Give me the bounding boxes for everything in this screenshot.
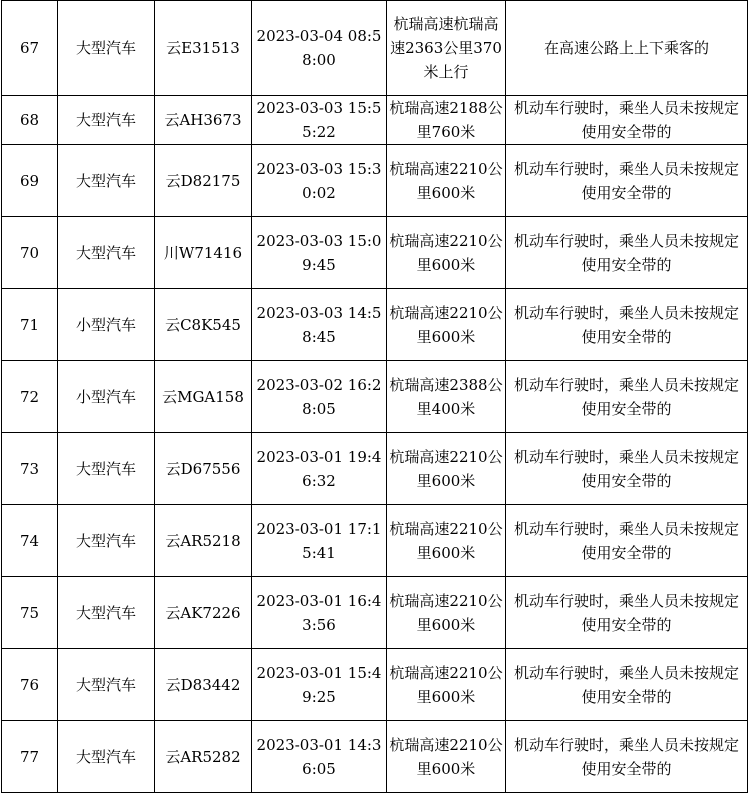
location-cell-text: 杭瑞高速2210公里600米	[389, 231, 503, 274]
datetime-cell	[252, 433, 387, 505]
location-cell	[387, 96, 506, 145]
table-row	[2, 96, 748, 145]
datetime-cell	[252, 217, 387, 289]
plate-number-cell-text: 云D83442	[165, 675, 241, 694]
vehicle-type-cell-text: 大型汽车	[75, 675, 136, 694]
vehicle-type-cell-text: 大型汽车	[75, 603, 136, 622]
row-number-cell-text: 75	[19, 603, 40, 622]
vehicle-type-cell-text: 大型汽车	[75, 243, 136, 262]
plate-number-cell	[155, 96, 252, 145]
datetime-cell-text: 2023-03-03 15:55:22	[256, 99, 382, 141]
row-number-cell	[2, 96, 58, 145]
vehicle-type-cell-text: 小型汽车	[75, 315, 136, 334]
violation-cell	[506, 505, 748, 577]
violation-cell-text: 机动车行驶时，乘坐人员未按规定使用安全带的	[513, 375, 739, 418]
table-row	[2, 433, 748, 505]
table-row	[2, 721, 748, 793]
datetime-cell-text: 2023-03-03 15:09:45	[256, 231, 382, 274]
plate-number-cell	[155, 649, 252, 721]
row-number-cell	[2, 361, 58, 433]
violation-cell	[506, 1, 748, 96]
violation-cell	[506, 433, 748, 505]
vehicle-type-cell	[58, 217, 155, 289]
datetime-cell	[252, 361, 387, 433]
datetime-cell-text: 2023-03-01 15:49:25	[256, 663, 382, 706]
violation-cell	[506, 96, 748, 145]
plate-number-cell-text: 云AR5218	[165, 531, 241, 550]
violation-cell-text: 机动车行驶时，乘坐人员未按规定使用安全带的	[513, 663, 739, 706]
row-number-cell	[2, 289, 58, 361]
plate-number-cell-text: 云MGA158	[162, 387, 244, 406]
vehicle-type-cell-text: 小型汽车	[75, 387, 136, 406]
location-cell-text: 杭瑞高速2210公里600米	[389, 591, 503, 634]
violation-cell	[506, 145, 748, 217]
location-cell	[387, 289, 506, 361]
row-number-cell	[2, 1, 58, 96]
violation-cell	[506, 217, 748, 289]
vehicle-type-cell	[58, 145, 155, 217]
plate-number-cell-text: 云AH3673	[164, 111, 242, 129]
plate-number-cell	[155, 145, 252, 217]
plate-number-cell	[155, 1, 252, 96]
table-row	[2, 217, 748, 289]
violation-cell-text: 机动车行驶时，乘坐人员未按规定使用安全带的	[513, 159, 739, 202]
datetime-cell	[252, 1, 387, 96]
location-cell-text: 杭瑞高速杭瑞高速2363公里370米上行	[390, 15, 502, 81]
plate-number-cell-text: 云D82175	[165, 171, 241, 190]
location-cell	[387, 145, 506, 217]
violation-cell-text: 在高速公路上上下乘客的	[543, 39, 709, 57]
plate-number-cell	[155, 433, 252, 505]
datetime-cell-text: 2023-03-01 14:36:05	[256, 735, 382, 778]
row-number-cell-text: 72	[19, 387, 40, 406]
datetime-cell	[252, 289, 387, 361]
row-number-cell	[2, 649, 58, 721]
violation-cell-text: 机动车行驶时，乘坐人员未按规定使用安全带的	[513, 735, 739, 778]
plate-number-cell-text: 云E31513	[166, 39, 240, 57]
vehicle-type-cell	[58, 289, 155, 361]
row-number-cell-text: 68	[19, 111, 40, 129]
datetime-cell	[252, 649, 387, 721]
vehicle-type-cell	[58, 577, 155, 649]
vehicle-type-cell	[58, 721, 155, 793]
plate-number-cell	[155, 217, 252, 289]
row-number-cell	[2, 217, 58, 289]
location-cell-text: 杭瑞高速2210公里600米	[389, 159, 503, 202]
datetime-cell-text: 2023-03-02 16:28:05	[256, 375, 382, 418]
row-number-cell-text: 74	[19, 531, 40, 550]
table-body	[2, 1, 748, 793]
plate-number-cell-text: 川W71416	[163, 243, 243, 262]
location-cell	[387, 577, 506, 649]
location-cell	[387, 649, 506, 721]
location-cell-text: 杭瑞高速2210公里600米	[389, 663, 503, 706]
vehicle-type-cell-text: 大型汽车	[75, 531, 136, 550]
plate-number-cell	[155, 721, 252, 793]
datetime-cell	[252, 145, 387, 217]
table-row	[2, 289, 748, 361]
row-number-cell	[2, 721, 58, 793]
violation-cell-text: 机动车行驶时，乘坐人员未按规定使用安全带的	[513, 99, 739, 141]
violation-cell	[506, 649, 748, 721]
row-number-cell-text: 73	[19, 459, 40, 478]
violation-cell	[506, 577, 748, 649]
violation-cell-text: 机动车行驶时，乘坐人员未按规定使用安全带的	[513, 303, 739, 346]
vehicle-type-cell-text: 大型汽车	[75, 171, 136, 190]
vehicle-type-cell-text: 大型汽车	[75, 459, 136, 478]
vehicle-type-cell-text: 大型汽车	[75, 111, 136, 129]
location-cell	[387, 433, 506, 505]
datetime-cell	[252, 577, 387, 649]
plate-number-cell-text: 云C8K545	[165, 315, 241, 334]
datetime-cell	[252, 721, 387, 793]
plate-number-cell	[155, 577, 252, 649]
datetime-cell-text: 2023-03-01 19:46:32	[256, 447, 382, 490]
location-cell	[387, 361, 506, 433]
plate-number-cell	[155, 289, 252, 361]
location-cell-text: 杭瑞高速2188公里760米	[389, 99, 503, 141]
violation-cell	[506, 361, 748, 433]
vehicle-type-cell	[58, 505, 155, 577]
location-cell-text: 杭瑞高速2210公里600米	[389, 447, 503, 490]
violation-cell-text: 机动车行驶时，乘坐人员未按规定使用安全带的	[513, 231, 739, 274]
plate-number-cell-text: 云AK7226	[165, 603, 241, 622]
table-row	[2, 577, 748, 649]
plate-number-cell	[155, 361, 252, 433]
violation-records-table	[1, 0, 748, 793]
vehicle-type-cell-text: 大型汽车	[75, 747, 136, 766]
datetime-cell	[252, 505, 387, 577]
vehicle-type-cell	[58, 433, 155, 505]
location-cell-text: 杭瑞高速2210公里600米	[389, 303, 503, 346]
location-cell	[387, 721, 506, 793]
plate-number-cell	[155, 505, 252, 577]
row-number-cell-text: 70	[19, 243, 40, 262]
violation-cell-text: 机动车行驶时，乘坐人员未按规定使用安全带的	[513, 591, 739, 634]
location-cell-text: 杭瑞高速2210公里600米	[389, 519, 503, 562]
vehicle-type-cell	[58, 649, 155, 721]
violation-cell-text: 机动车行驶时，乘坐人员未按规定使用安全带的	[513, 519, 739, 562]
row-number-cell-text: 69	[19, 171, 40, 190]
violation-cell-text: 机动车行驶时，乘坐人员未按规定使用安全带的	[513, 447, 739, 490]
table-row	[2, 361, 748, 433]
plate-number-cell-text: 云AR5282	[165, 747, 241, 766]
location-cell-text: 杭瑞高速2210公里600米	[389, 735, 503, 778]
row-number-cell-text: 71	[19, 315, 40, 334]
vehicle-type-cell-text: 大型汽车	[75, 39, 136, 57]
location-cell-text: 杭瑞高速2388公里400米	[389, 375, 503, 418]
datetime-cell-text: 2023-03-03 15:30:02	[256, 159, 382, 202]
datetime-cell-text: 2023-03-01 16:43:56	[256, 591, 382, 634]
row-number-cell	[2, 577, 58, 649]
datetime-cell	[252, 96, 387, 145]
vehicle-type-cell	[58, 96, 155, 145]
datetime-cell-text: 2023-03-03 14:58:45	[256, 303, 382, 346]
row-number-cell	[2, 145, 58, 217]
table-row	[2, 1, 748, 96]
violation-cell	[506, 721, 748, 793]
violation-cell	[506, 289, 748, 361]
location-cell	[387, 217, 506, 289]
plate-number-cell-text: 云D67556	[165, 459, 241, 478]
vehicle-type-cell	[58, 1, 155, 96]
table-row	[2, 505, 748, 577]
table-row	[2, 145, 748, 217]
location-cell	[387, 1, 506, 96]
row-number-cell-text: 76	[19, 675, 40, 694]
row-number-cell	[2, 505, 58, 577]
datetime-cell-text: 2023-03-04 08:58:00	[256, 27, 382, 69]
table-row	[2, 649, 748, 721]
datetime-cell-text: 2023-03-01 17:15:41	[256, 519, 382, 562]
vehicle-type-cell	[58, 361, 155, 433]
row-number-cell-text: 77	[19, 747, 40, 766]
location-cell	[387, 505, 506, 577]
row-number-cell-text: 67	[19, 39, 40, 57]
row-number-cell	[2, 433, 58, 505]
